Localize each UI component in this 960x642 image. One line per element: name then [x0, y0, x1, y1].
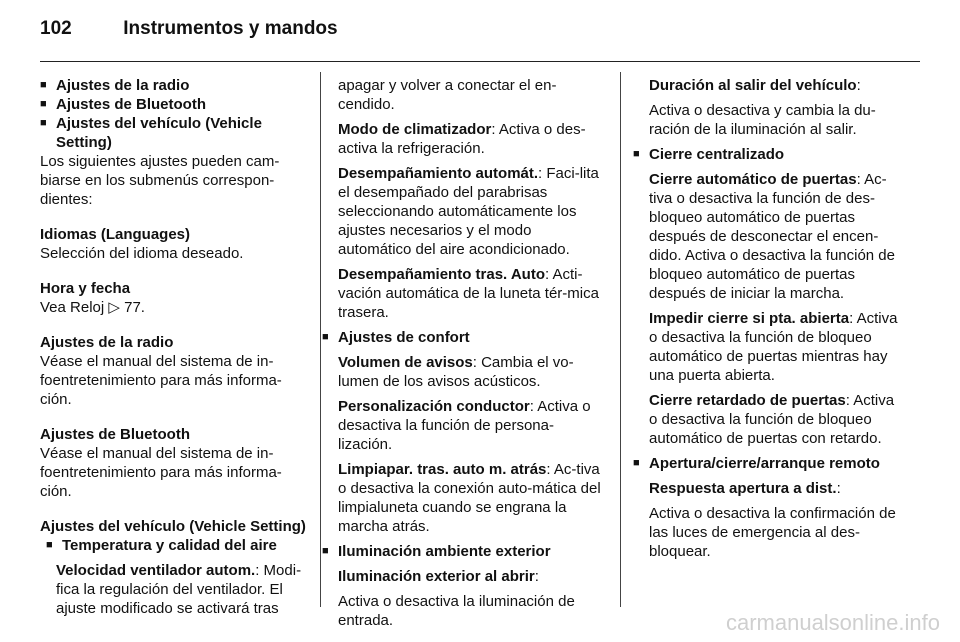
page-title: Instrumentos y mandos — [123, 18, 338, 39]
column-2 — [338, 76, 606, 630]
section-text-bluetooth: Véase el manual del sistema de in-foentretenimiento para más informa-ción. — [40, 445, 282, 500]
section-title-bluetooth: Ajustes de Bluetooth — [40, 426, 191, 443]
bullet-radio-settings: ■ Ajustes de la radio — [40, 76, 308, 95]
bullet-comfort: ■ Ajustes de confort — [322, 328, 606, 347]
item-exit-lighting: Duración al salir del vehículo: — [649, 77, 861, 94]
item-remote-response-text: Activa o desactiva la confirmación de las luces de emergencia al des-bloquear. — [649, 505, 896, 560]
item-driver-personalization: Personalización conductor: Activa o desactiva la función de persona-lización. — [338, 398, 591, 453]
bullet-exterior-lighting: ■ Iluminación ambiente exterior — [322, 542, 606, 561]
section-title-vehicle: Ajustes del vehículo (Vehicle Setting) — [40, 518, 306, 535]
section-title-languages: Idiomas (Languages) — [40, 226, 191, 243]
item-prevent-lock: Impedir cierre si pta. abierta: Activa o desactiva la función de bloqueo automático de puertas mientras hay una puerta abierta. — [649, 310, 898, 384]
page-number: 102 — [40, 18, 72, 39]
item-climate-mode: Modo de climatizador: Activa o des-activa la refrigeración. — [338, 121, 586, 157]
item-rear-wiper: Limpiapar. tras. auto m. atrás: Ac-tiva o desactiva la conexión auto-mática del limpialuneta cuando se engrana la marcha atrás. — [338, 461, 601, 535]
bullet-vehicle-settings: ■ Ajustes del vehículo (Vehicle Setting) — [40, 114, 308, 152]
page-ref[interactable]: 77. — [124, 299, 145, 316]
section-title-time-date: Hora y fecha — [40, 280, 131, 297]
column-3 — [633, 76, 905, 561]
item-exterior-unlock-light-text: Activa o desactiva la iluminación de entrada. — [338, 593, 575, 629]
bullet-remote: ■ Apertura/cierre/arranque remoto — [633, 454, 905, 473]
bullet-bluetooth-settings: ■ Ajustes de Bluetooth — [40, 95, 308, 114]
item-rear-defog: Desempañamiento tras. Auto: Acti-vación automática de la luneta tér-mica trasera. — [338, 266, 599, 321]
item-alert-volume: Volumen de avisos: Cambia el vo-lumen de los avisos acústicos. — [338, 354, 574, 390]
bullet-air-quality: ■ Temperatura y calidad del aire — [46, 536, 308, 555]
section-text-time-date: Vea Reloj ▷ 77. — [40, 299, 145, 316]
item-remote-response: Respuesta apertura a dist.: — [649, 480, 841, 497]
item-auto-door-lock: Cierre automático de puertas: Ac-tiva o desactiva la función de des-bloqueo automático de puertas después de desconectar el encen-dido. Activa o desactiva la función de bloqueo automático de puertas después de iniciar la marcha. — [649, 171, 895, 302]
intro-text: Los siguientes ajustes pueden cam-biarse en los submenús correspon-dientes: — [40, 153, 280, 208]
column-divider-2 — [620, 72, 621, 607]
column-1 — [40, 76, 308, 618]
bullet-central-locking: ■ Cierre centralizado — [633, 145, 905, 164]
column-divider-1 — [320, 72, 321, 607]
item-exit-lighting-text: Activa o desactiva y cambia la du-ración de la iluminación al salir. — [649, 102, 876, 138]
item-auto-defog: Desempañamiento automát.: Faci-lita el desempañado del parabrisas seleccionando automáticamente los ajustes necesarios y el modo automático del aire acondicionado. — [338, 165, 599, 258]
page-ref-icon: ▷ — [108, 299, 120, 316]
item-exterior-unlock-light: Iluminación exterior al abrir: — [338, 568, 539, 585]
section-title-radio: Ajustes de la radio — [40, 334, 174, 351]
continued-text: apagar y volver a conectar el en-cendido. — [338, 77, 557, 113]
header-rule — [40, 61, 920, 62]
section-text-languages: Selección del idioma deseado. — [40, 245, 244, 262]
item-fan-speed: Velocidad ventilador autom.: Modi-fica la regulación del ventilador. El ajuste modificado se activará tras — [56, 562, 302, 617]
page-header — [40, 18, 338, 40]
section-text-radio: Véase el manual del sistema de in-foentretenimiento para más informa-ción. — [40, 353, 282, 408]
item-delayed-lock: Cierre retardado de puertas: Activa o desactiva la función de bloqueo automático de puertas con retardo. — [649, 392, 895, 447]
watermark: carmanualsonline.info — [725, 610, 940, 635]
